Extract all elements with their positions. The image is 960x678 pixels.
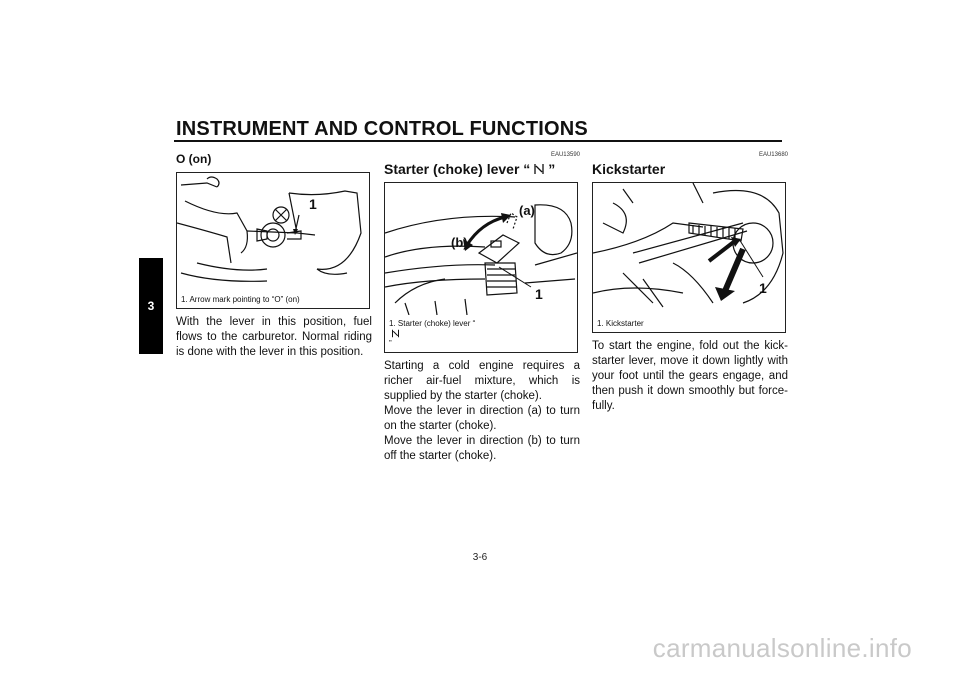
subheading-on: O (on) bbox=[176, 152, 212, 166]
figure-caption bbox=[385, 315, 577, 352]
choke-symbol-icon bbox=[534, 163, 544, 175]
kickstarter-illustration bbox=[593, 183, 785, 315]
body-text-on: With the lever in this position, fuel flows to the carburetor. Normal riding is done with the lever in this position. bbox=[176, 316, 372, 358]
chapter-number: 3 bbox=[147, 299, 155, 313]
watermark: carmanualsonline.info bbox=[652, 633, 912, 663]
section-code: EAU13680 bbox=[758, 152, 788, 158]
callout-1: 1 bbox=[759, 280, 767, 296]
body-text-kickstarter: To start the engine, fold out the kick-starter lever, move it down lightly with your foot until the gears engage, and then push it down smoothly but force-fully. bbox=[592, 340, 788, 412]
section-code: EAU13590 bbox=[550, 152, 580, 158]
title-close-quote: ” bbox=[548, 161, 556, 177]
section-starter-choke bbox=[384, 150, 580, 464]
choke-symbol-icon bbox=[391, 329, 400, 338]
callout-1: 1 bbox=[309, 196, 317, 212]
figure-choke-lever bbox=[384, 182, 578, 353]
body-text-starter: Starting a cold engine requires a richer air-fuel mixture, which is supplied by the starter (choke). Move the lever in direction (a) to turn on the starter (choke). Move the lever in direction (b) to turn off the starter (choke). bbox=[384, 360, 580, 462]
chapter-tab bbox=[139, 258, 163, 354]
page-number: 3-6 bbox=[472, 552, 488, 563]
figure-caption: 1. Kickstarter bbox=[597, 319, 644, 328]
figure-kickstarter bbox=[592, 182, 786, 333]
fuel-cock-illustration bbox=[177, 173, 369, 291]
callout-1: 1 bbox=[535, 286, 543, 302]
header-rule bbox=[174, 140, 782, 142]
callout-a: (a) bbox=[519, 203, 535, 218]
section-fuel-on bbox=[176, 150, 372, 360]
title-text: Starter (choke) lever “ bbox=[384, 161, 531, 177]
section-kickstarter bbox=[592, 150, 788, 414]
choke-lever-illustration bbox=[385, 183, 577, 315]
section-title-kickstarter: Kickstarter bbox=[592, 161, 666, 177]
section-title-starter bbox=[384, 160, 580, 178]
callout-b: (b) bbox=[451, 235, 468, 250]
caption-prefix: 1. Starter (choke) lever “ bbox=[389, 319, 476, 328]
figure-fuel-cock bbox=[176, 172, 370, 309]
page-header-title: INSTRUMENT AND CONTROL FUNCTIONS bbox=[176, 118, 588, 140]
caption-suffix: ” bbox=[389, 339, 392, 348]
figure-caption: 1. Arrow mark pointing to “O” (on) bbox=[181, 295, 300, 304]
